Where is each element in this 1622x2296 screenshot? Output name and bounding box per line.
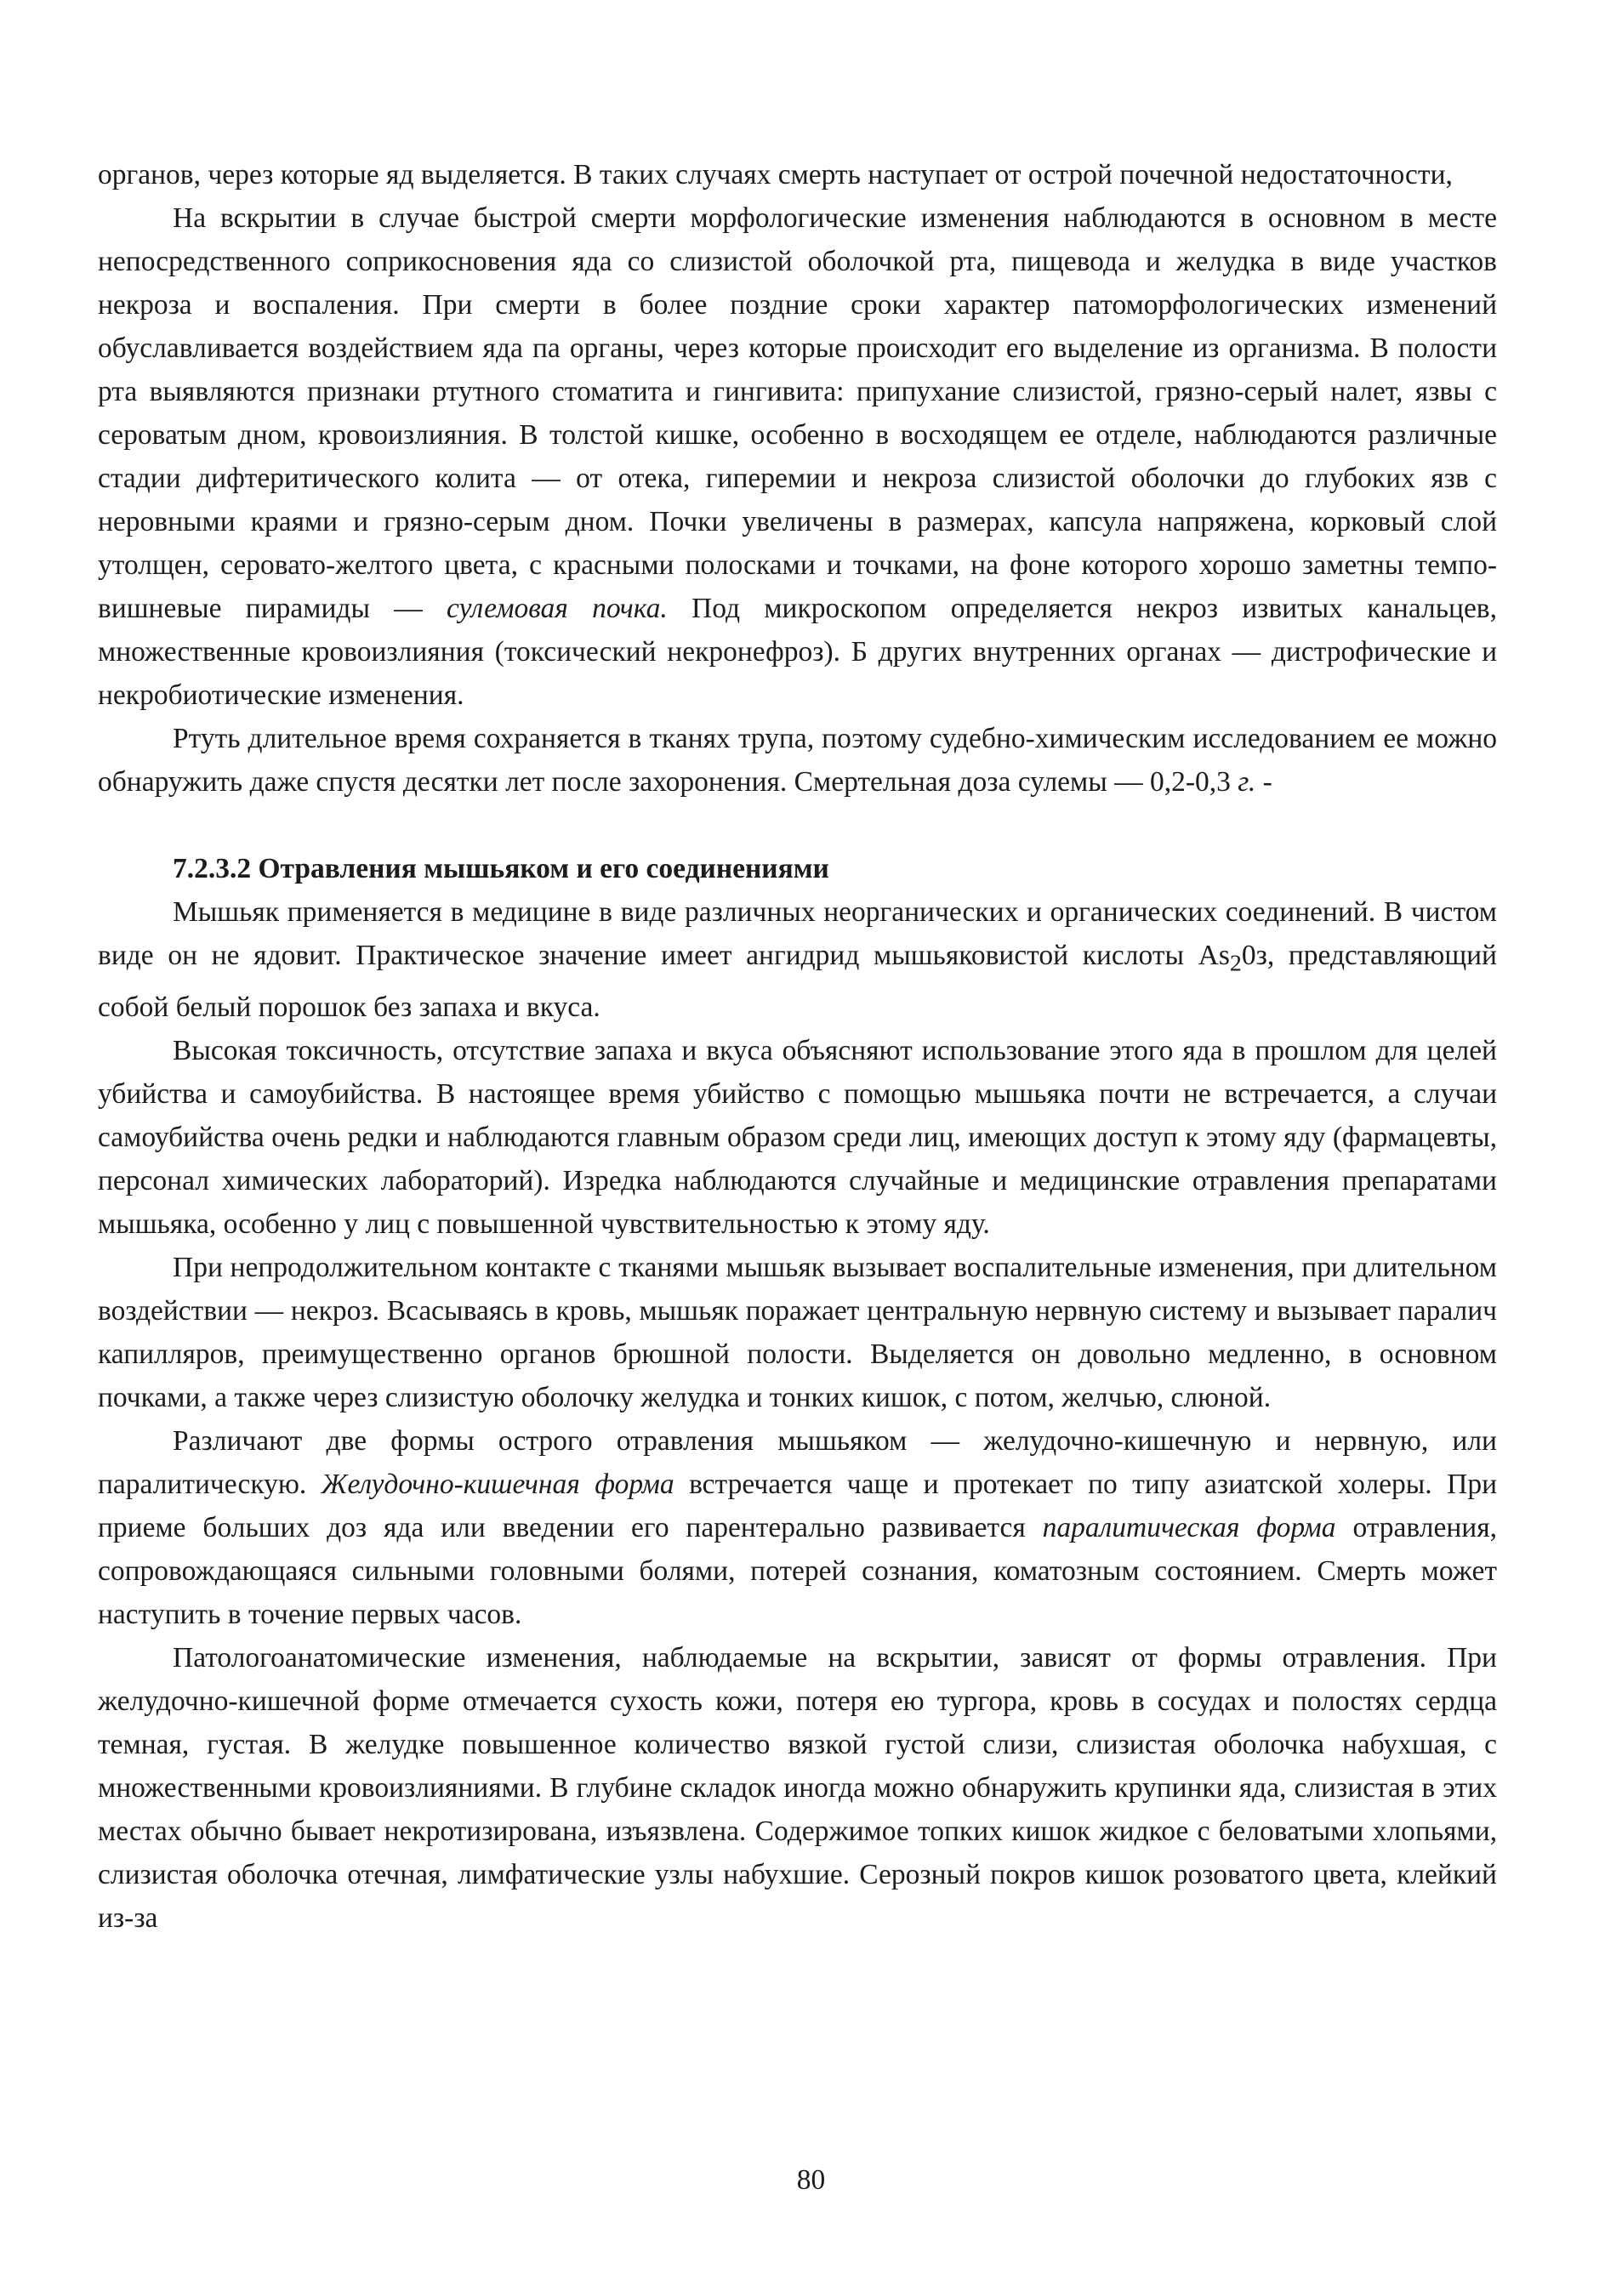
italic-term-sulema-kidney: сулемовая почка. bbox=[447, 593, 668, 624]
italic-term-paralytic-form: паралитическая форма bbox=[1042, 1511, 1336, 1543]
paragraph-text: 0з, представляющий собой белый порошок без запаха и вкуса. bbox=[98, 940, 1497, 1023]
page-number: 80 bbox=[796, 2164, 826, 2196]
subscript: 2 bbox=[1229, 950, 1242, 977]
paragraph-toxicity bbox=[98, 1029, 1497, 1246]
paragraph-mechanism bbox=[98, 1246, 1497, 1419]
paragraph-text: Высокая токсичность, отсутствие запаха и вкуса объясняют использование этого яда в прошлом для целей убийства и самоубийства. В настоящее время убийство с помощью мышьяка почти не встречается, а случаи самоубийства очень редки и наблюдаются главным образом среди лиц, имеющих доступ к этому яду (фармацевты, персонал химических лабораторий). Изредка наблюдаются случайные и медицинские отравления препаратами мышьяка, особенно у лиц с повышенной чувствительностью к этому яду. bbox=[98, 1034, 1497, 1240]
paragraph-autopsy-findings bbox=[98, 196, 1497, 717]
paragraph-text: Различают две формы острого отравления мышьяком — желудочно-кишечную и нервную, или паралитическую. bbox=[98, 1424, 1497, 1500]
document-page bbox=[98, 153, 1497, 1940]
paragraph-text: органов, через которые яд выделяется. В таких случаях смерть наступает от острой почечной недостаточности, bbox=[98, 159, 1453, 190]
paragraph-text: отравления, сопровождающаяся сильными головными болями, потерей сознания, коматозным состоянием. Смерть может наступить в точение первых часов. bbox=[98, 1511, 1498, 1630]
paragraph-text: встречается чаще и протекает по типу азиатской холеры. При приеме больших доз яда или введении его парентерально развивается bbox=[98, 1468, 1497, 1543]
section-heading: 7.2.3.2 Отравления мышьяком и его соединениями bbox=[173, 853, 829, 884]
paragraph-text: При непродолжительном контакте с тканями мышьяк вызывает воспалительные изменения, при длительном воздействии — некроз. Всасываясь в кровь, мышьяк поражает центральную нервную систему и вызывает паралич капилляров, преимущественно органов брюшной полости. Выделяется он довольно медленно, в основном почками, а также через слизистую оболочку желудка и тонких кишок, с потом, желчью, слюной. bbox=[98, 1251, 1497, 1413]
paragraph-text: Под микроскопом определяется некроз извитых канальцев, множественные кровоизлияния (токсический некронефроз). Б других внутренних органах — дистрофические и некробиотические изменения. bbox=[98, 593, 1498, 711]
paragraph-text: На вскрытии в случае быстрой смерти морфологические изменения наблюдаются в основном в месте непосредственного соприкосновения яда со слизистой оболочкой рта, пищевода и желудка в виде участков некроза и воспаления. При смерти в более поздние сроки характер патоморфологических изменений обуславливается воздействием яда па органы, через которые происходит его выделение из организма. В полости рта выявляются признаки ртутного стоматита и гингивита: припухание слизистой, грязно-серый налет, язвы с сероватым дном, кровоизлияния. В толстой кишке, особенно в восходящем ее отделе, наблюдаются различные стадии дифтеритического колита — от отека, гиперемии и некроза слизистой оболочки до глубоких язв с неровными краями и грязно-серым дном. Почки увеличены в размерах, капсула напряжена, корковый слой утолщен, серовато-желтого цвета, с красными полосками и точками, на фоне которого хорошо заметны темпо-вишневые пирамиды — bbox=[98, 202, 1497, 624]
paragraph-arsenic-intro bbox=[98, 890, 1497, 1029]
paragraph-forms bbox=[98, 1419, 1497, 1636]
paragraph-continuation bbox=[98, 153, 1497, 196]
italic-term-gastrointestinal-form: Желудочно-кишечная форма bbox=[321, 1468, 674, 1500]
paragraph-text: - bbox=[1262, 766, 1272, 798]
paragraph-text: Ртуть длительное время сохраняется в тканях трупа, поэтому судебно-химическим исследованием ее можно обнаружить даже спустя десятки лет после захоронения. Смертельная доза сулемы — 0,2-0,3 bbox=[98, 723, 1497, 798]
paragraph-pathology bbox=[98, 1636, 1497, 1940]
paragraph-lethal-dose bbox=[98, 717, 1497, 804]
paragraph-text: Патологоанатомические изменения, наблюдаемые на вскрытии, зависят от формы отравления. При желудочно-кишечной форме отмечается сухость кожи, потеря ею тургора, кровь в сосудах и полостях сердца темная, густая. В желудке повышенное количество вязкой густой слизи, слизистая оболочка набухшая, с множественными кровоизлияниями. В глубине складок иногда можно обнаружить крупинки яда, слизистая в этих местах обычно бывает некротизирована, изъязвлена. Содержимое топких кишок жидкое с беловатыми хлопьями, слизистая оболочка отечная, лимфатические узлы набухшие. Серозный покров кишок розоватого цвета, клейкий из-за bbox=[98, 1641, 1497, 1934]
paragraph-text: Мышьяк применяется в медицине в виде различных неорганических и органических соединений. В чистом виде он не ядовит. Практическое значение имеет ангидрид мышьяковистой кислоты As bbox=[98, 896, 1497, 971]
italic-unit-gram: г. bbox=[1238, 766, 1256, 798]
